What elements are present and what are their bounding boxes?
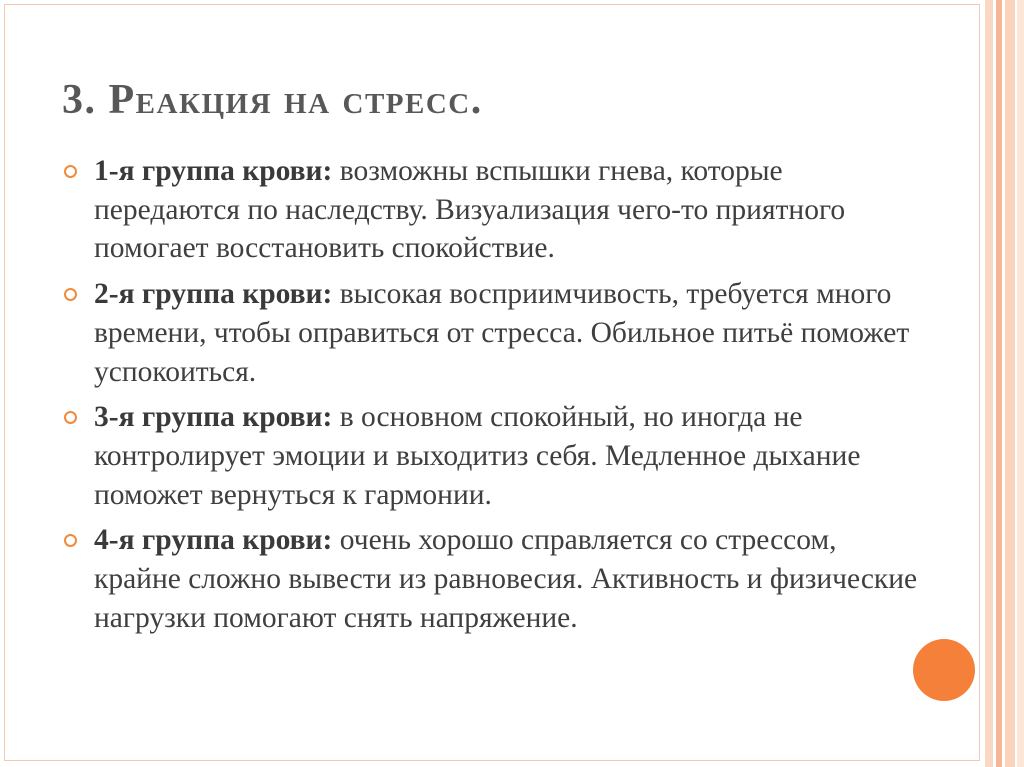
decorative-stripe	[1005, 0, 1015, 767]
decorative-stripe	[985, 0, 993, 767]
bullet-list	[62, 152, 922, 644]
decorative-stripe	[1017, 0, 1024, 767]
bullet-label: 3-я группа крови:	[94, 401, 333, 434]
ring-bullet-icon	[64, 534, 77, 547]
bullet-label: 2-я группа крови:	[94, 278, 333, 311]
bullet-item	[62, 398, 922, 514]
ring-bullet-icon	[64, 288, 77, 301]
bullet-item	[62, 521, 922, 637]
bullet-label: 1-я группа крови:	[94, 155, 333, 187]
bullet-item	[62, 152, 922, 268]
ring-bullet-icon	[64, 411, 77, 424]
slide-title: 3. Реакция на стресс.	[62, 77, 483, 123]
bullet-label: 4-я группа крови:	[94, 524, 333, 557]
bullet-text: возможны вспышки гнева, которые передаются по наследству. Визуализация чего-то приятного помогает восстановить спокойствие.	[94, 155, 846, 265]
decorative-stripe	[996, 0, 1002, 767]
bullet-item	[62, 275, 922, 391]
decorative-circle	[913, 639, 975, 701]
ring-bullet-icon	[64, 165, 77, 178]
bullet-text: в основном спокойный, но иногда не контролирует эмоции и выходитиз себя. Медленное дыхание поможет вернуться к гармонии.	[94, 401, 861, 511]
bullet-text: очень хорошо справляется со стрессом, крайне сложно вывести из равновесия. Активность и физические нагрузки помогают снять напряжение.	[94, 524, 918, 634]
bullet-text: высокая восприимчивость, требуется много времени, чтобы оправиться от стресса. Обильное питьё поможет успокоиться.	[94, 278, 910, 388]
